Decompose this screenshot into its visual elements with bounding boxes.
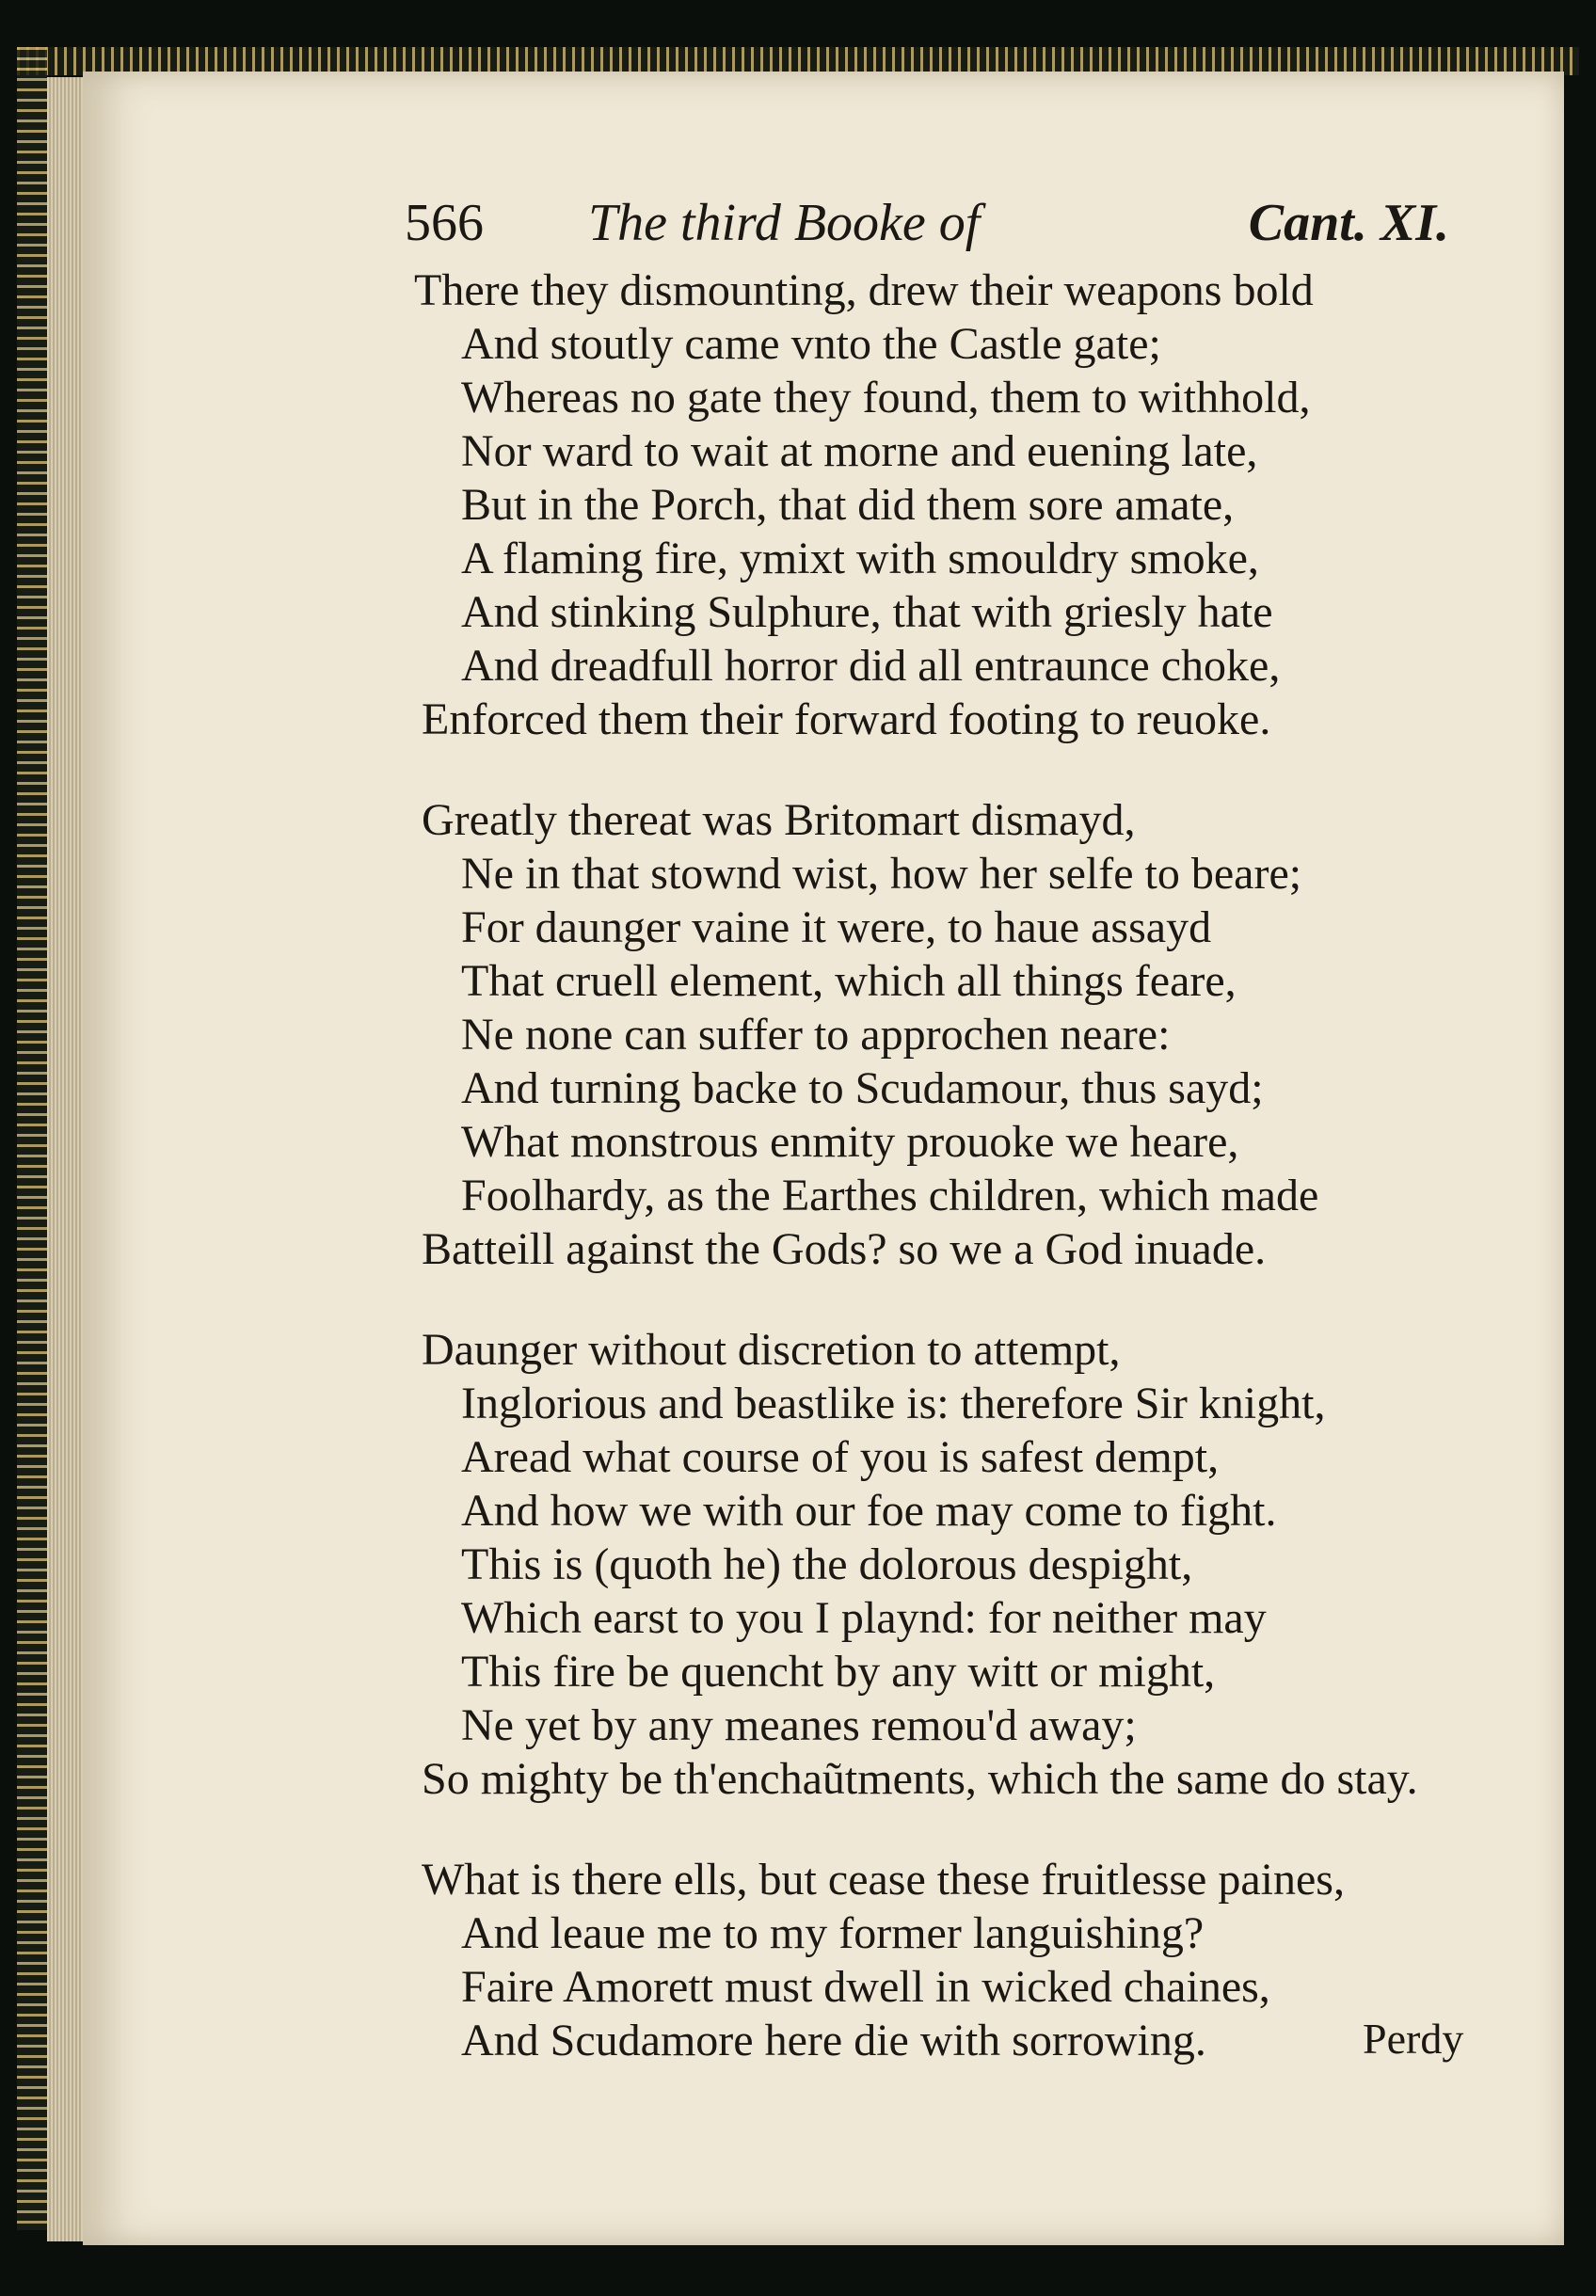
verse-line: Greatly thereat was Britomart dismayd,: [422, 795, 1136, 845]
verse-line: Faire Amorett must dwell in wicked chaines,: [461, 1962, 1270, 2012]
verse-line: And stinking Sulphure, that with griesly hate: [461, 587, 1273, 637]
verse-line: So mighty be th'enchaũtments, which the same do stay.: [422, 1754, 1418, 1804]
verse-line: This fire be quencht by any witt or might,: [461, 1647, 1216, 1697]
verse-line: And dreadfull horror did all entraunce choke,: [461, 641, 1281, 691]
poem-text: [414, 263, 1468, 2114]
stanza-2: [414, 793, 1468, 1276]
verse-line: Nor ward to wait at morne and euening late,: [461, 426, 1258, 476]
verse-line: Batteill against the Gods? so we a God inuade.: [422, 1224, 1267, 1274]
verse-line: There they dismounting, drew their weapons bold: [414, 265, 1314, 315]
verse-line: And turning backe to Scudamour, thus sayd;: [461, 1063, 1264, 1113]
decorative-border-left: [17, 47, 47, 2230]
verse-line: Daunger without discretion to attempt,: [422, 1325, 1121, 1375]
verse-line: A flaming fire, ymixt with smouldry smoke,: [461, 534, 1259, 583]
stanza-3: [414, 1323, 1468, 1806]
verse-line: Aread what course of you is safest dempt,: [461, 1432, 1220, 1482]
verse-line: And leaue me to my former languishing?: [461, 1908, 1205, 1958]
verse-line: This is (quoth he) the dolorous despight,: [461, 1539, 1193, 1589]
stanza-1: [414, 263, 1468, 746]
page-number: 566: [405, 194, 484, 252]
verse-line: Ne none can suffer to approchen neare:: [461, 1010, 1171, 1060]
verse-line: And stoutly came vnto the Castle gate;: [461, 319, 1161, 369]
canto-label: Cant. XI.: [1248, 194, 1449, 252]
verse-line: Inglorious and beastlike is: therefore Sir knight,: [461, 1379, 1326, 1428]
verse-line: And how we with our foe may come to fight.: [461, 1486, 1277, 1536]
stanza-4: [414, 1853, 1468, 2067]
verse-line: What is there ells, but cease these fruitlesse paines,: [422, 1855, 1345, 1905]
verse-line: Enforced them their forward footing to reuoke.: [422, 694, 1271, 744]
page-header: [405, 193, 1449, 259]
verse-line: For daunger vaine it were, to haue assayd: [461, 902, 1212, 952]
verse-line: But in the Porch, that did them sore amate,: [461, 480, 1235, 530]
verse-line: Ne in that stownd wist, how her selfe to beare;: [461, 849, 1302, 899]
verse-line: What monstrous enmity prouoke we heare,: [461, 1117, 1239, 1167]
verse-line: Ne yet by any meanes remou'd away;: [461, 1700, 1137, 1750]
verse-line: Whereas no gate they found, them to withhold,: [461, 373, 1311, 423]
running-title: The third Booke of: [588, 194, 981, 252]
verse-line: And Scudamore here die with sorrowing.: [461, 2016, 1206, 2065]
verse-line: Foolhardy, as the Earthes children, which made: [461, 1171, 1319, 1220]
catchword: Perdy: [1363, 2015, 1464, 2063]
verse-line: That cruell element, which all things feare,: [461, 956, 1237, 1006]
verse-line: Which earst to you I playnd: for neither may: [461, 1593, 1267, 1643]
